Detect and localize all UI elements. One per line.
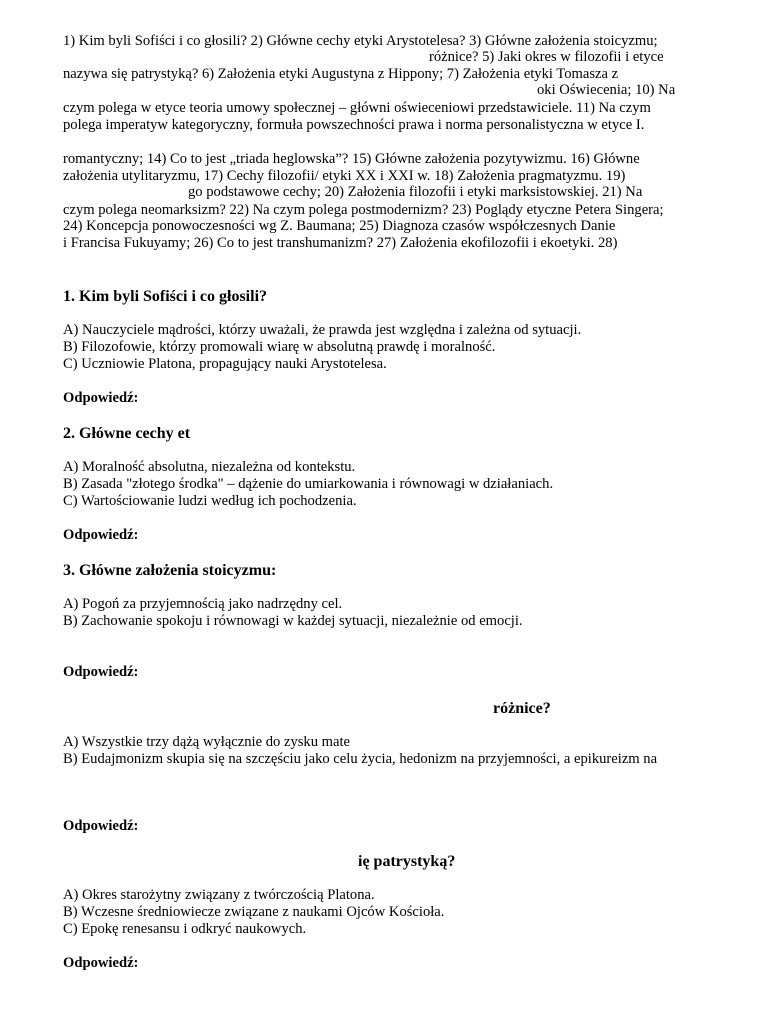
answer-option: B) Filozofowie, którzy promowali wiarę w absolutną prawdę i moralność.	[63, 339, 496, 355]
answer-option: B) Eudajmonizm skupia się na szczęściu jako celu życia, hedonizm na przyjemności, a epikureizm na	[63, 751, 658, 767]
answer-label: Odpowiedź:	[63, 664, 139, 680]
intro-line: polega imperatyw kategoryczny, formuła powszechności prawa i norma personalistyczna w etyce I.	[63, 117, 645, 133]
question-heading: 3. Główne założenia stoicyzmu:	[63, 562, 277, 579]
answer-option: B) Wczesne średniowiecze związane z naukami Ojców Kościoła.	[63, 904, 445, 920]
intro-line: oki Oświecenia; 10) Na	[537, 82, 676, 98]
intro-line: 1) Kim byli Sofiści i co głosili? 2) Główne cechy etyki Arystotelesa? 3) Główne założenia stoicyzmu;	[63, 33, 658, 49]
answer-option: B) Zachowanie spokoju i równowagi w każdej sytuacji, niezależnie od emocji.	[63, 613, 523, 629]
intro-line: go podstawowe cechy; 20) Założenia filozofii i etyki marksistowskiej. 21) Na	[188, 184, 643, 200]
intro-line: 24) Koncepcja ponowoczesności wg Z. Baumana; 25) Diagnoza czasów współczesnych Danie	[63, 218, 616, 234]
intro-line: czym polega w etyce teoria umowy społecznej – główni oświeceniowi przedstawiciele. 11) Na czym	[63, 100, 651, 116]
question-heading: 1. Kim byli Sofiści i co głosili?	[63, 288, 268, 305]
answer-option: B) Zasada "złotego środka" – dążenie do umiarkowania i równowagi w działaniach.	[63, 476, 554, 492]
intro-line: założenia utylitaryzmu, 17) Cechy filozofii/ etyki XX i XXI w. 18) Założenia pragmatyzmu. 19)	[63, 168, 626, 184]
answer-option: A) Wszystkie trzy dążą wyłącznie do zysku mate	[63, 734, 351, 750]
answer-option: A) Okres starożytny związany z twórczością Platona.	[63, 887, 375, 903]
answer-option: A) Pogoń za przyjemnością jako nadrzędny cel.	[63, 596, 343, 612]
answer-option: C) Wartościowanie ludzi według ich pochodzenia.	[63, 493, 357, 509]
question-heading: 2. Główne cechy et	[63, 425, 191, 442]
question-heading: różnice?	[493, 700, 551, 717]
answer-option: C) Epokę renesansu i odkryć naukowych.	[63, 921, 307, 937]
answer-option: C) Uczniowie Platona, propagujący nauki Arystotelesa.	[63, 356, 387, 372]
answer-label: Odpowiedź:	[63, 390, 139, 406]
intro-line: różnice? 5) Jaki okres w filozofii i etyce	[429, 49, 664, 65]
question-heading: ię patrystyką?	[358, 853, 456, 870]
answer-option: A) Moralność absolutna, niezależna od kontekstu.	[63, 459, 356, 475]
intro-line: i Francisa Fukuyamy; 26) Co to jest transhumanizm? 27) Założenia ekofilozofii i ekoetyki. 28)	[63, 235, 618, 251]
intro-line: czym polega neomarksizm? 22) Na czym polega postmodernizm? 23) Poglądy etyczne Petera Singera;	[63, 202, 664, 218]
intro-line: nazywa się patrystyką? 6) Założenia etyki Augustyna z Hippony; 7) Założenia etyki Tomasza z	[63, 66, 619, 82]
answer-label: Odpowiedź:	[63, 527, 139, 543]
answer-option: A) Nauczyciele mądrości, którzy uważali, że prawda jest względna i zależna od sytuacji.	[63, 322, 582, 338]
answer-label: Odpowiedź:	[63, 955, 139, 971]
intro-line: romantyczny; 14) Co to jest „triada heglowska”? 15) Główne założenia pozytywizmu. 16) Główne	[63, 151, 640, 167]
answer-label: Odpowiedź:	[63, 818, 139, 834]
